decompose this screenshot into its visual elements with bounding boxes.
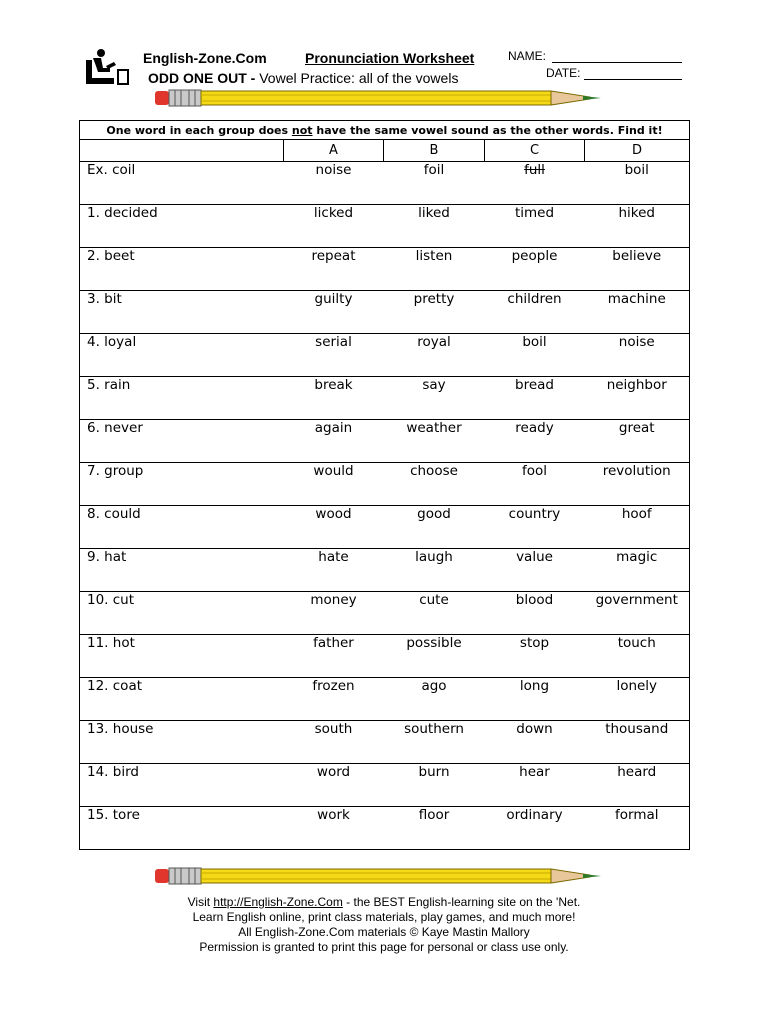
question-row (80, 463, 690, 506)
question-row (80, 248, 690, 291)
question-prompt: 9. hat (80, 549, 284, 592)
question-option-d[interactable]: formal (585, 807, 690, 850)
question-option-a[interactable]: guilty (284, 291, 384, 334)
instruction-row (80, 121, 690, 140)
question-row (80, 764, 690, 807)
question-option-b[interactable]: listen (384, 248, 485, 291)
example-option-c-crossed-out[interactable]: full (485, 162, 585, 205)
question-option-b[interactable]: ago (384, 678, 485, 721)
question-option-a[interactable]: serial (284, 334, 384, 377)
footer-line-2: Learn English online, print class materials, play games, and much more! (192, 910, 576, 924)
question-option-c[interactable]: bread (485, 377, 585, 420)
question-option-c[interactable]: hear (485, 764, 585, 807)
question-row (80, 377, 690, 420)
question-option-a[interactable]: break (284, 377, 384, 420)
footer-visit-line: Visit http://English-Zone.Com - the BEST English-learning site on the 'Net. (187, 895, 581, 909)
worksheet-table (79, 120, 690, 850)
question-option-a[interactable]: repeat (284, 248, 384, 291)
question-prompt: 7. group (80, 463, 284, 506)
question-option-d[interactable]: believe (585, 248, 690, 291)
question-option-c[interactable]: value (485, 549, 585, 592)
reading-person-logo-icon (84, 48, 130, 88)
question-row (80, 334, 690, 377)
question-option-a[interactable]: would (284, 463, 384, 506)
question-option-c[interactable]: long (485, 678, 585, 721)
worksheet-subtitle (148, 70, 458, 86)
question-row (80, 721, 690, 764)
question-option-d[interactable]: hiked (585, 205, 690, 248)
question-prompt: 14. bird (80, 764, 284, 807)
question-option-b[interactable]: laugh (384, 549, 485, 592)
example-prompt: Ex. coil (80, 162, 284, 205)
question-prompt: 2. beet (80, 248, 284, 291)
question-option-c[interactable]: blood (485, 592, 585, 635)
question-option-a[interactable]: word (284, 764, 384, 807)
question-option-b[interactable]: choose (384, 463, 485, 506)
question-option-a[interactable]: licked (284, 205, 384, 248)
question-option-d[interactable]: thousand (585, 721, 690, 764)
question-prompt: 12. coat (80, 678, 284, 721)
question-option-d[interactable]: lonely (585, 678, 690, 721)
question-row (80, 807, 690, 850)
question-option-c[interactable]: children (485, 291, 585, 334)
example-option-a[interactable]: noise (284, 162, 384, 205)
question-option-d[interactable]: touch (585, 635, 690, 678)
date-label: DATE: (546, 66, 581, 80)
question-option-c[interactable]: stop (485, 635, 585, 678)
question-row (80, 420, 690, 463)
question-option-c[interactable]: boil (485, 334, 585, 377)
question-option-d[interactable]: magic (585, 549, 690, 592)
question-option-b[interactable]: southern (384, 721, 485, 764)
question-prompt: 5. rain (80, 377, 284, 420)
question-option-b[interactable]: liked (384, 205, 485, 248)
question-option-c[interactable]: ready (485, 420, 585, 463)
question-prompt: 1. decided (80, 205, 284, 248)
question-option-b[interactable]: royal (384, 334, 485, 377)
question-option-d[interactable]: machine (585, 291, 690, 334)
question-option-b[interactable]: weather (384, 420, 485, 463)
question-row (80, 506, 690, 549)
pencil-divider-bottom-icon (155, 867, 605, 885)
question-option-b[interactable]: pretty (384, 291, 485, 334)
question-option-b[interactable]: floor (384, 807, 485, 850)
question-option-a[interactable]: wood (284, 506, 384, 549)
question-prompt: 6. never (80, 420, 284, 463)
question-option-b[interactable]: possible (384, 635, 485, 678)
date-field-line[interactable] (584, 67, 682, 80)
footer-line-4: Permission is granted to print this page for personal or class use only. (199, 940, 569, 954)
question-option-c[interactable]: ordinary (485, 807, 585, 850)
instruction-text: One word in each group does not have the same vowel sound as the other words. Find it! (80, 121, 690, 140)
footer (0, 895, 768, 955)
example-option-d[interactable]: boil (585, 162, 690, 205)
question-option-b[interactable]: burn (384, 764, 485, 807)
question-option-a[interactable]: money (284, 592, 384, 635)
question-option-a[interactable]: father (284, 635, 384, 678)
subtitle-rest: Vowel Practice: all of the vowels (255, 70, 459, 86)
name-field-line[interactable] (552, 50, 682, 63)
column-header-b: B (384, 140, 485, 162)
question-row (80, 291, 690, 334)
question-option-d[interactable]: neighbor (585, 377, 690, 420)
question-prompt: 13. house (80, 721, 284, 764)
column-header-blank (80, 140, 284, 162)
column-header-c: C (485, 140, 585, 162)
column-header-d: D (585, 140, 690, 162)
question-option-c[interactable]: country (485, 506, 585, 549)
question-option-c[interactable]: down (485, 721, 585, 764)
question-option-b[interactable]: say (384, 377, 485, 420)
example-option-b[interactable]: foil (384, 162, 485, 205)
column-header-row (80, 140, 690, 162)
question-prompt: 11. hot (80, 635, 284, 678)
question-row (80, 592, 690, 635)
question-row (80, 678, 690, 721)
example-row (80, 162, 690, 205)
column-header-a: A (284, 140, 384, 162)
question-prompt: 3. bit (80, 291, 284, 334)
question-row (80, 635, 690, 678)
question-prompt: 10. cut (80, 592, 284, 635)
question-option-a[interactable]: frozen (284, 678, 384, 721)
question-option-c[interactable]: people (485, 248, 585, 291)
question-option-c[interactable]: fool (485, 463, 585, 506)
question-prompt: 8. could (80, 506, 284, 549)
question-option-d[interactable]: heard (585, 764, 690, 807)
pencil-divider-top-icon (155, 89, 605, 107)
question-option-d[interactable]: noise (585, 334, 690, 377)
question-option-d[interactable]: hoof (585, 506, 690, 549)
question-row (80, 549, 690, 592)
instruction-not: not (291, 123, 313, 137)
question-option-b[interactable]: good (384, 506, 485, 549)
footer-line-3: All English-Zone.Com materials © Kaye Mastin Mallory (238, 925, 530, 939)
question-option-d[interactable]: revolution (585, 463, 690, 506)
question-option-a[interactable]: work (284, 807, 384, 850)
question-option-d[interactable]: great (585, 420, 690, 463)
question-prompt: 15. tore (80, 807, 284, 850)
question-option-c[interactable]: timed (485, 205, 585, 248)
subtitle-bold: ODD ONE OUT - (148, 70, 256, 86)
question-row (80, 205, 690, 248)
brand-name: English-Zone.Com (143, 50, 267, 66)
question-option-a[interactable]: again (284, 420, 384, 463)
name-label: NAME: (508, 49, 547, 63)
question-option-a[interactable]: hate (284, 549, 384, 592)
question-option-a[interactable]: south (284, 721, 384, 764)
worksheet-title: Pronunciation Worksheet (305, 50, 475, 66)
question-prompt: 4. loyal (80, 334, 284, 377)
question-option-d[interactable]: government (585, 592, 690, 635)
question-option-b[interactable]: cute (384, 592, 485, 635)
footer-link[interactable]: http://English-Zone.Com (213, 895, 343, 909)
